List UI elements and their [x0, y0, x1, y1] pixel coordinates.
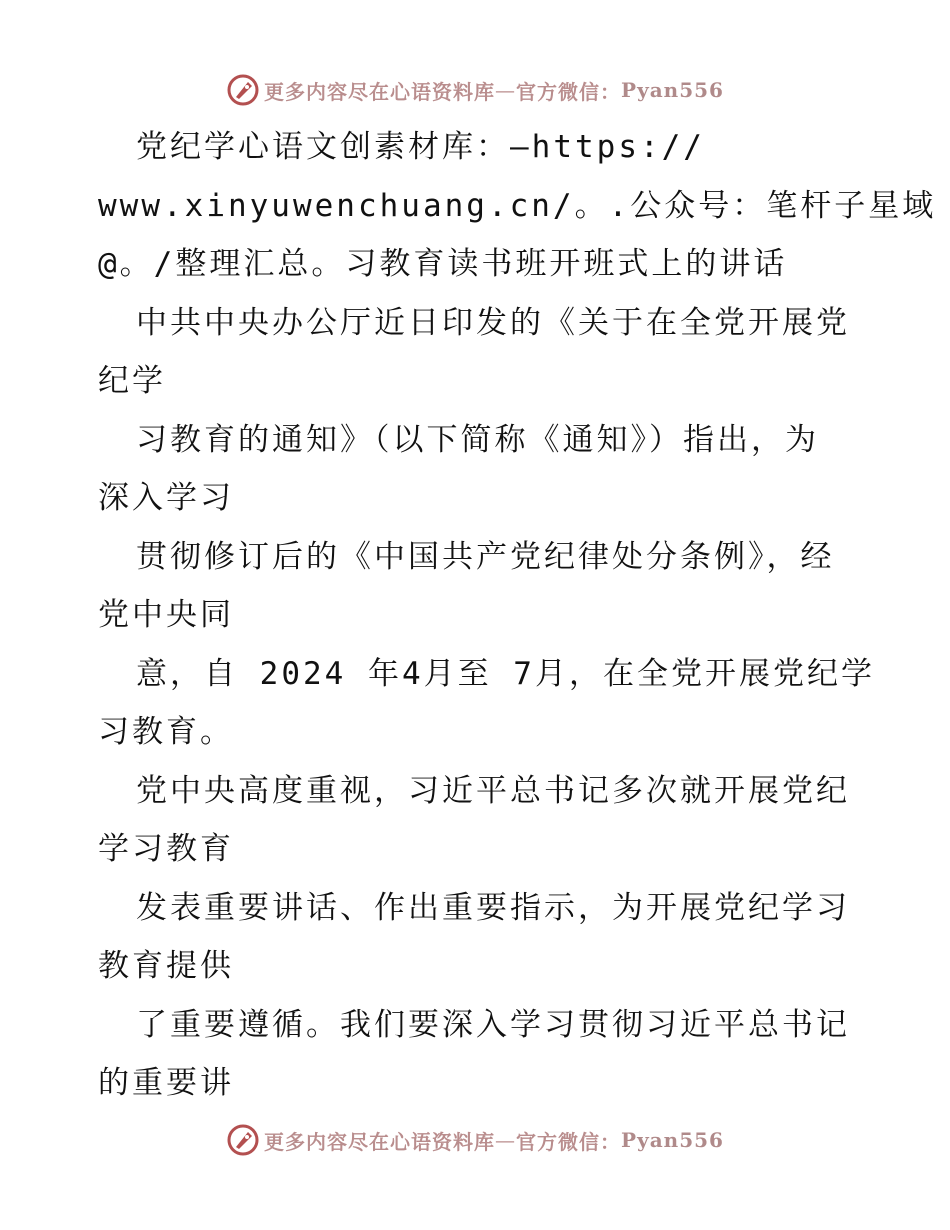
document-body — [98, 118, 937, 1113]
watermark-site-text: 更多内容尽在心语资料库 — [264, 1129, 496, 1154]
pen-nib-logo-icon — [226, 73, 260, 107]
body-line: 贯彻修订后的《中国共产党纪律处分条例》，经 — [136, 538, 835, 575]
watermark-official-text: 官方微信： — [516, 1129, 622, 1154]
body-line: 深入学习 — [98, 480, 234, 516]
watermark-handle: Pyan556 — [621, 1128, 724, 1152]
watermark-handle: Pyan556 — [621, 78, 724, 102]
body-line: 发表重要讲话、作出重要指示，为开展党纪学习 — [136, 889, 850, 926]
body-line: 中共中央办公厅近日印发的《关于在全党开展党 — [136, 304, 850, 341]
body-line: 了重要遵循。我们要深入学习贯彻习近平总书记 — [136, 1006, 850, 1043]
body-line: 纪学 — [98, 363, 166, 399]
body-line: @。/整理汇总。习教育读书班开班式上的讲话 — [98, 246, 788, 282]
watermark-dash: — — [495, 1128, 517, 1152]
body-line: 的重要讲 — [98, 1065, 234, 1101]
body-line: www.xinyuwenchuang.cn/。.公众号：笔杆子星域 — [98, 187, 937, 224]
body-line: 党中央同 — [98, 597, 234, 633]
pen-nib-logo-icon — [226, 1123, 260, 1157]
body-line: 党纪学心语文创素材库：—https:// — [136, 129, 705, 165]
watermark-dash: — — [495, 78, 517, 102]
body-line: 意，自 2024 年4月至 7月，在全党开展党纪学 — [136, 655, 875, 692]
body-line: 党中央高度重视，习近平总书记多次就开展党纪 — [136, 772, 850, 809]
footer-watermark — [0, 1118, 950, 1162]
header-watermark — [0, 68, 950, 112]
body-line: 习教育。 — [98, 714, 234, 750]
body-line: 习教育的通知》（以下简称《通知》）指出，为 — [136, 421, 819, 458]
watermark-official-text: 官方微信： — [516, 79, 622, 104]
watermark-site-text: 更多内容尽在心语资料库 — [264, 79, 496, 104]
body-line: 教育提供 — [98, 948, 234, 984]
body-line: 学习教育 — [98, 831, 234, 867]
